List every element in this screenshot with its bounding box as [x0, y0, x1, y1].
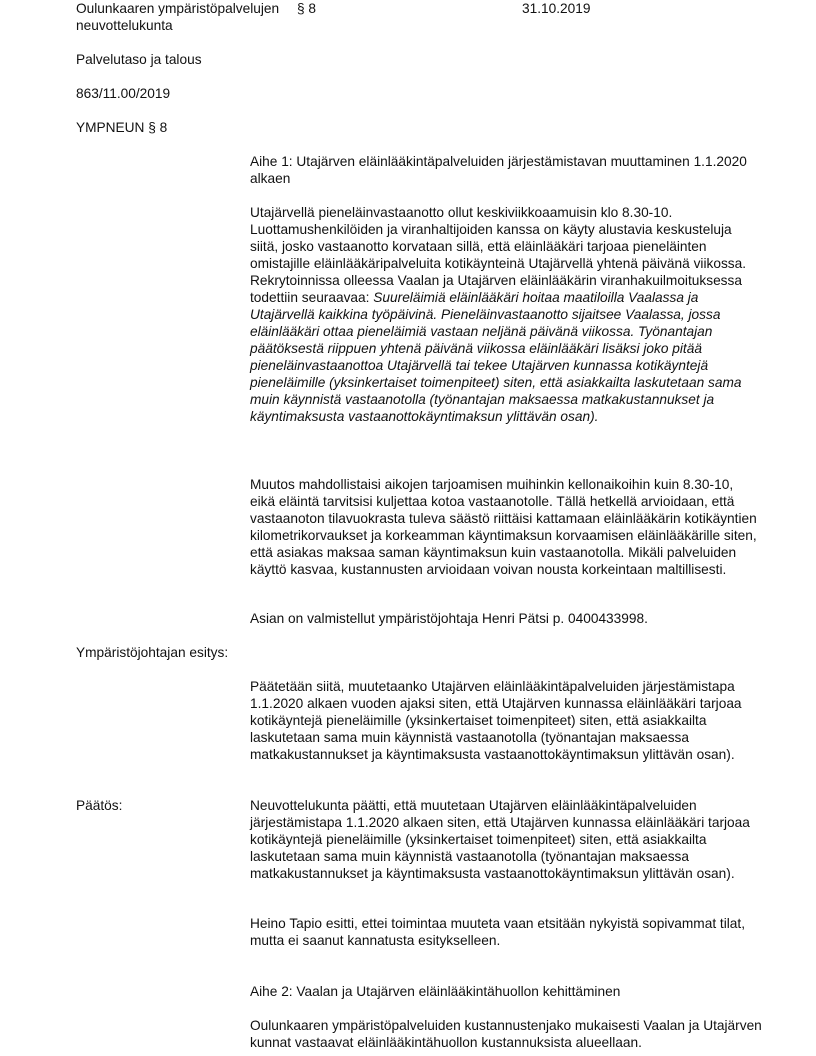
preparer-note: Asian on valmistellut ympäristöjohtaja Henri Pätsi p. 0400433998.	[250, 611, 648, 626]
organ-name: Oulunkaaren ympäristöpalvelujen	[76, 1, 280, 16]
organ-name-line2: neuvottelukunta	[76, 18, 173, 33]
topic2-title: Aihe 2: Vaalan ja Utajärven eläinlääkintähuollon kehittäminen	[250, 984, 621, 999]
decision-text: Neuvottelukunta päätti, että muutetaan Utajärven eläinlääkintäpalveluiden järjestämistapa 1.1.2020 alkaen siten, että Utajärven kunnassa eläinlääkäri tarjoaa kotikäyntejä pieneläimille (yksinkertaiset toimenpiteet) siten, että asiakkailta laskutetaan sama muin käynnistä vastaanotolla (työnantajan maksaessa matkakustannukset ja käyntimaksusta vastaanottokäyntimaksun ylittävän osan).	[250, 798, 750, 881]
section-reference: YMPNEUN § 8	[76, 120, 168, 135]
proposal-text: Päätetään siitä, muutetaanko Utajärven eläinlääkintäpalveluiden järjestämistapa 1.1.2020 alkaen vuoden ajaksi siten, että Utajärven kunnassa eläinlääkäri tarjoaa kotikäyntejä pieneläimille (yksinkertaiset toimenpiteet) siten, että asiakkailta laskutetaan sama muin käynnistä vastaanotolla (työnantajan maksaessa matkakustannukset ja käyntimaksusta vastaanottokäyntimaksun ylittävän osan).	[250, 679, 742, 762]
topic1-paragraph2: Muutos mahdollistaisi aikojen tarjoamisen muihinkin kellonaikoihin kuin 8.30-10, eikä eläintä tarvitsisi kuljettaa kotoa vastaanotolle. Tällä hetkellä arvioidaan, että vastaanoton tilavuokrasta tuleva säästö riittäisi kattamaan eläinlääkärin kotikäyntien kilometrikorvaukset ja korkeamman käyntimaksun korvaamisen eläinlääkärille siten, että asiakas maksaa saman käyntimaksun kuin vastaanotolla. Mikäli palveluiden käyttö kasvaa, kustannusten arvioidaan voivan nousta korkeintaan maltillisesti.	[250, 477, 757, 577]
proposal-label: Ympäristöjohtajan esitys:	[76, 645, 229, 660]
topic1-paragraph1	[250, 204, 762, 425]
decision-label: Päätös:	[76, 798, 123, 813]
topic2-paragraph1: Oulunkaaren ympäristöpalveluiden kustannustenjako mukaisesti Vaalan ja Utajärven kunnat vastaavat eläinlääkintähuollon kustannuksista alueellaan.	[250, 1018, 762, 1050]
section-number: § 8	[297, 1, 317, 16]
meeting-date: 31.10.2019	[522, 1, 591, 16]
record-number: 863/11.00/2019	[76, 86, 171, 101]
topic1-paragraph1-text: Utajärvellä pieneläinvastaanotto ollut keskiviikkoaamuisin klo 8.30-10. Luottamushenkilöiden ja viranhaltijoiden kanssa on käyty alustavia keskusteluja siitä, josko vastaanotto korvataan sillä, että eläinlääkäri tarjoaa pieneläinten omistajille eläinlääkäripalveluita kotikäynteinä Utajärvellä yhtenä päivänä viikossa. Rekrytoinnissa olleessa Vaalan ja Utajärven eläinlääkärin viranhakuilmoituksessa todettiin seuraavaa:	[250, 205, 747, 305]
topic1-quoted-job-ad: Suureläimiä eläinlääkäri hoitaa maatiloilla Vaalassa ja Utajärvellä kaikkina työpäivinä. Pieneläinvastaanotto sijaitsee Vaalassa, jossa eläinlääkäri ottaa pieneläimiä vastaan neljänä päivänä viikossa. Työnantajan päätöksestä riippuen yhtenä päivänä viikossa eläinlääkäri lisäksi joko pitää pieneläinvastaanottoa Utajärvellä tai tekee Utajärven kunnassa kotikäyntejä pieneläimille (yksinkertaiset toimenpiteet) siten, että asiakkailta laskutetaan sama muin käynnistä vastaanotolla (työnantajan maksaessa matkakustannukset ja käyntimaksusta vastaanottokäyntimaksun ylittävän osan).	[250, 290, 742, 424]
decision-note: Heino Tapio esitti, ettei toimintaa muuteta vaan etsitään nykyistä sopivammat tilat, mutta ei saanut kannatusta esitykselleen.	[250, 916, 746, 948]
topic1-title: Aihe 1: Utajärven eläinlääkintäpalveluiden järjestämistavan muuttaminen 1.1.2020 alkaen	[250, 154, 747, 186]
department-label: Palvelutaso ja talous	[76, 52, 202, 67]
